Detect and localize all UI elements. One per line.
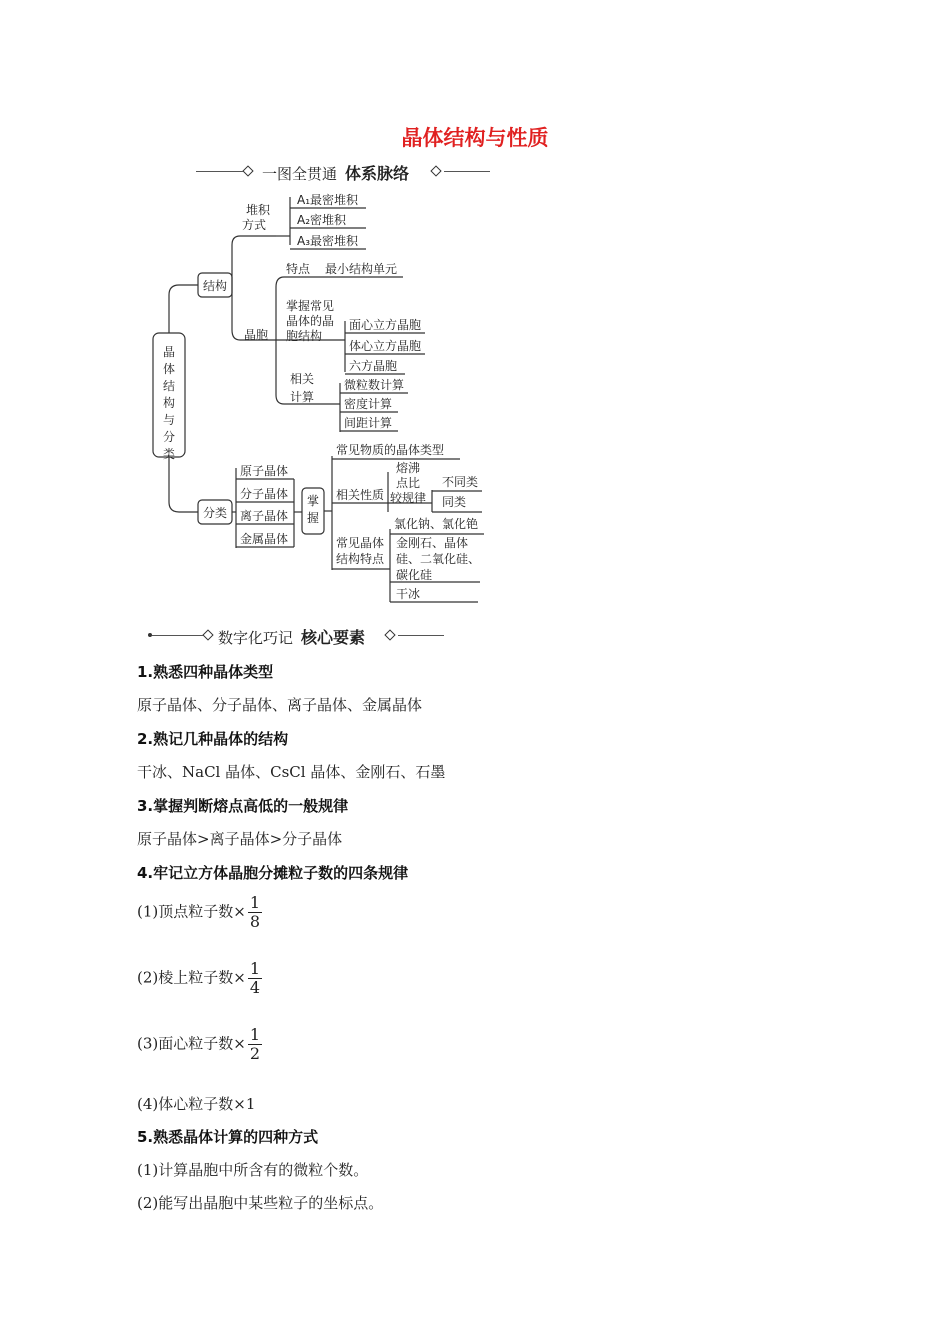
section-heading: 2.熟记几种晶体的结构 (137, 730, 289, 748)
concept-map-labels (163, 192, 480, 601)
list-item: (1)计算晶胞中所含有的微粒个数。 (137, 1161, 369, 1179)
calc-item: 密度计算 (344, 397, 393, 411)
rule-item: (4)体心粒子数×1 (137, 1095, 256, 1113)
section-heading: 1.熟悉四种晶体类型 (137, 663, 274, 681)
node-cell: 晶胞 (244, 328, 269, 342)
node-classify: 分类 (203, 506, 228, 520)
diamond-icon (384, 629, 395, 640)
struct-item: 干冰 (396, 587, 421, 601)
node-common-types: 常见物质的晶体类型 (336, 443, 445, 457)
node-master-common: 掌握常见 (286, 299, 335, 313)
fraction-numerator: 1 (249, 959, 261, 978)
struct-item: 金刚石、晶体 (396, 536, 469, 550)
section-body: 原子晶体、分子晶体、离子晶体、金属晶体 (137, 696, 423, 714)
crystal-kind: 分子晶体 (240, 487, 289, 501)
banner-right-text: 核心要素 (301, 628, 366, 647)
rule-text: (3)面心粒子数× (137, 1034, 246, 1053)
list-item: (2)能写出晶胞中某些粒子的坐标点。 (137, 1194, 384, 1212)
fraction-denominator: 4 (249, 978, 261, 997)
map-root-char: 与 (163, 413, 176, 427)
fraction-denominator: 8 (249, 912, 261, 931)
fraction (248, 894, 262, 931)
node-master: 握 (307, 511, 320, 525)
section-body: 干冰、NaCl 晶体、CsCl 晶体、金刚石、石墨 (137, 763, 446, 781)
rule-text: (1)顶点粒子数× (137, 902, 246, 921)
diamond-icon (202, 629, 213, 640)
struct-item: 碳化硅 (396, 568, 433, 582)
node-related-calc: 计算 (290, 390, 315, 404)
node-stacking-line2: 方式 (242, 218, 267, 232)
banner-rule-right (398, 635, 444, 636)
map-root-char: 构 (163, 396, 176, 410)
cell-type: 面心立方晶胞 (349, 318, 422, 332)
node-melt: 熔沸 (396, 461, 421, 475)
map-root-char: 分 (163, 430, 176, 444)
map-root-char: 晶 (163, 345, 176, 359)
stacking-item: A₁最密堆积 (297, 193, 359, 207)
node-melt: 点比 (396, 476, 421, 490)
map-root-char: 结 (163, 379, 176, 393)
node-related-props: 相关性质 (336, 488, 385, 502)
fraction-numerator: 1 (249, 893, 261, 912)
section-body: 原子晶体>离子晶体>分子晶体 (137, 830, 343, 848)
rule-item (137, 894, 262, 931)
concept-map (0, 0, 950, 620)
struct-item: 氯化钠、氯化铯 (394, 517, 479, 531)
crystal-kind: 金属晶体 (240, 532, 289, 546)
banner-rule-left (152, 635, 204, 636)
calc-item: 微粒数计算 (344, 378, 405, 392)
cell-type: 六方晶胞 (349, 359, 398, 373)
stacking-item: A₂密堆积 (297, 213, 347, 227)
rule-item (137, 1026, 262, 1063)
banner-left-text: 一图全贯通 (262, 165, 338, 183)
node-melt: 较规律 (390, 491, 427, 505)
map-root-char: 类 (163, 447, 176, 461)
fraction-numerator: 1 (249, 1025, 261, 1044)
page-title: 晶体结构与性质 (401, 126, 549, 150)
stacking-item: A₃最密堆积 (297, 234, 359, 248)
section-heading: 3.掌握判断熔点高低的一般规律 (137, 797, 349, 815)
banner-right-text: 体系脉络 (345, 164, 410, 183)
node-struct-features: 结构特点 (336, 552, 385, 566)
melt-item: 同类 (442, 495, 467, 509)
cell-type: 体心立方晶胞 (349, 339, 422, 353)
node-master: 掌 (307, 494, 320, 508)
node-feature-label: 特点 (286, 262, 311, 276)
fraction (248, 960, 262, 997)
section-heading: 5.熟悉晶体计算的四种方式 (137, 1128, 319, 1146)
node-master-common: 胞结构 (286, 329, 323, 343)
struct-item: 硅、二氧化硅、 (396, 552, 481, 566)
map-root-char: 体 (163, 362, 176, 376)
melt-item: 不同类 (442, 475, 479, 489)
rule-text: (2)棱上粒子数× (137, 968, 246, 987)
node-related-calc: 相关 (290, 372, 315, 386)
rule-item (137, 960, 262, 997)
crystal-kind: 离子晶体 (240, 509, 289, 523)
section-heading: 4.牢记立方体晶胞分摊粒子数的四条规律 (137, 864, 409, 882)
calc-item: 间距计算 (344, 416, 393, 430)
fraction-denominator: 2 (249, 1044, 261, 1063)
crystal-kind: 原子晶体 (240, 464, 289, 478)
fraction (248, 1026, 262, 1063)
node-stacking-line1: 堆积 (246, 203, 271, 217)
node-struct-features: 常见晶体 (336, 536, 385, 550)
banner-left-text: 数字化巧记 (218, 629, 294, 647)
node-master-common: 晶体的晶 (286, 314, 335, 328)
node-feature-value: 最小结构单元 (325, 262, 398, 276)
node-structure: 结构 (203, 279, 228, 293)
